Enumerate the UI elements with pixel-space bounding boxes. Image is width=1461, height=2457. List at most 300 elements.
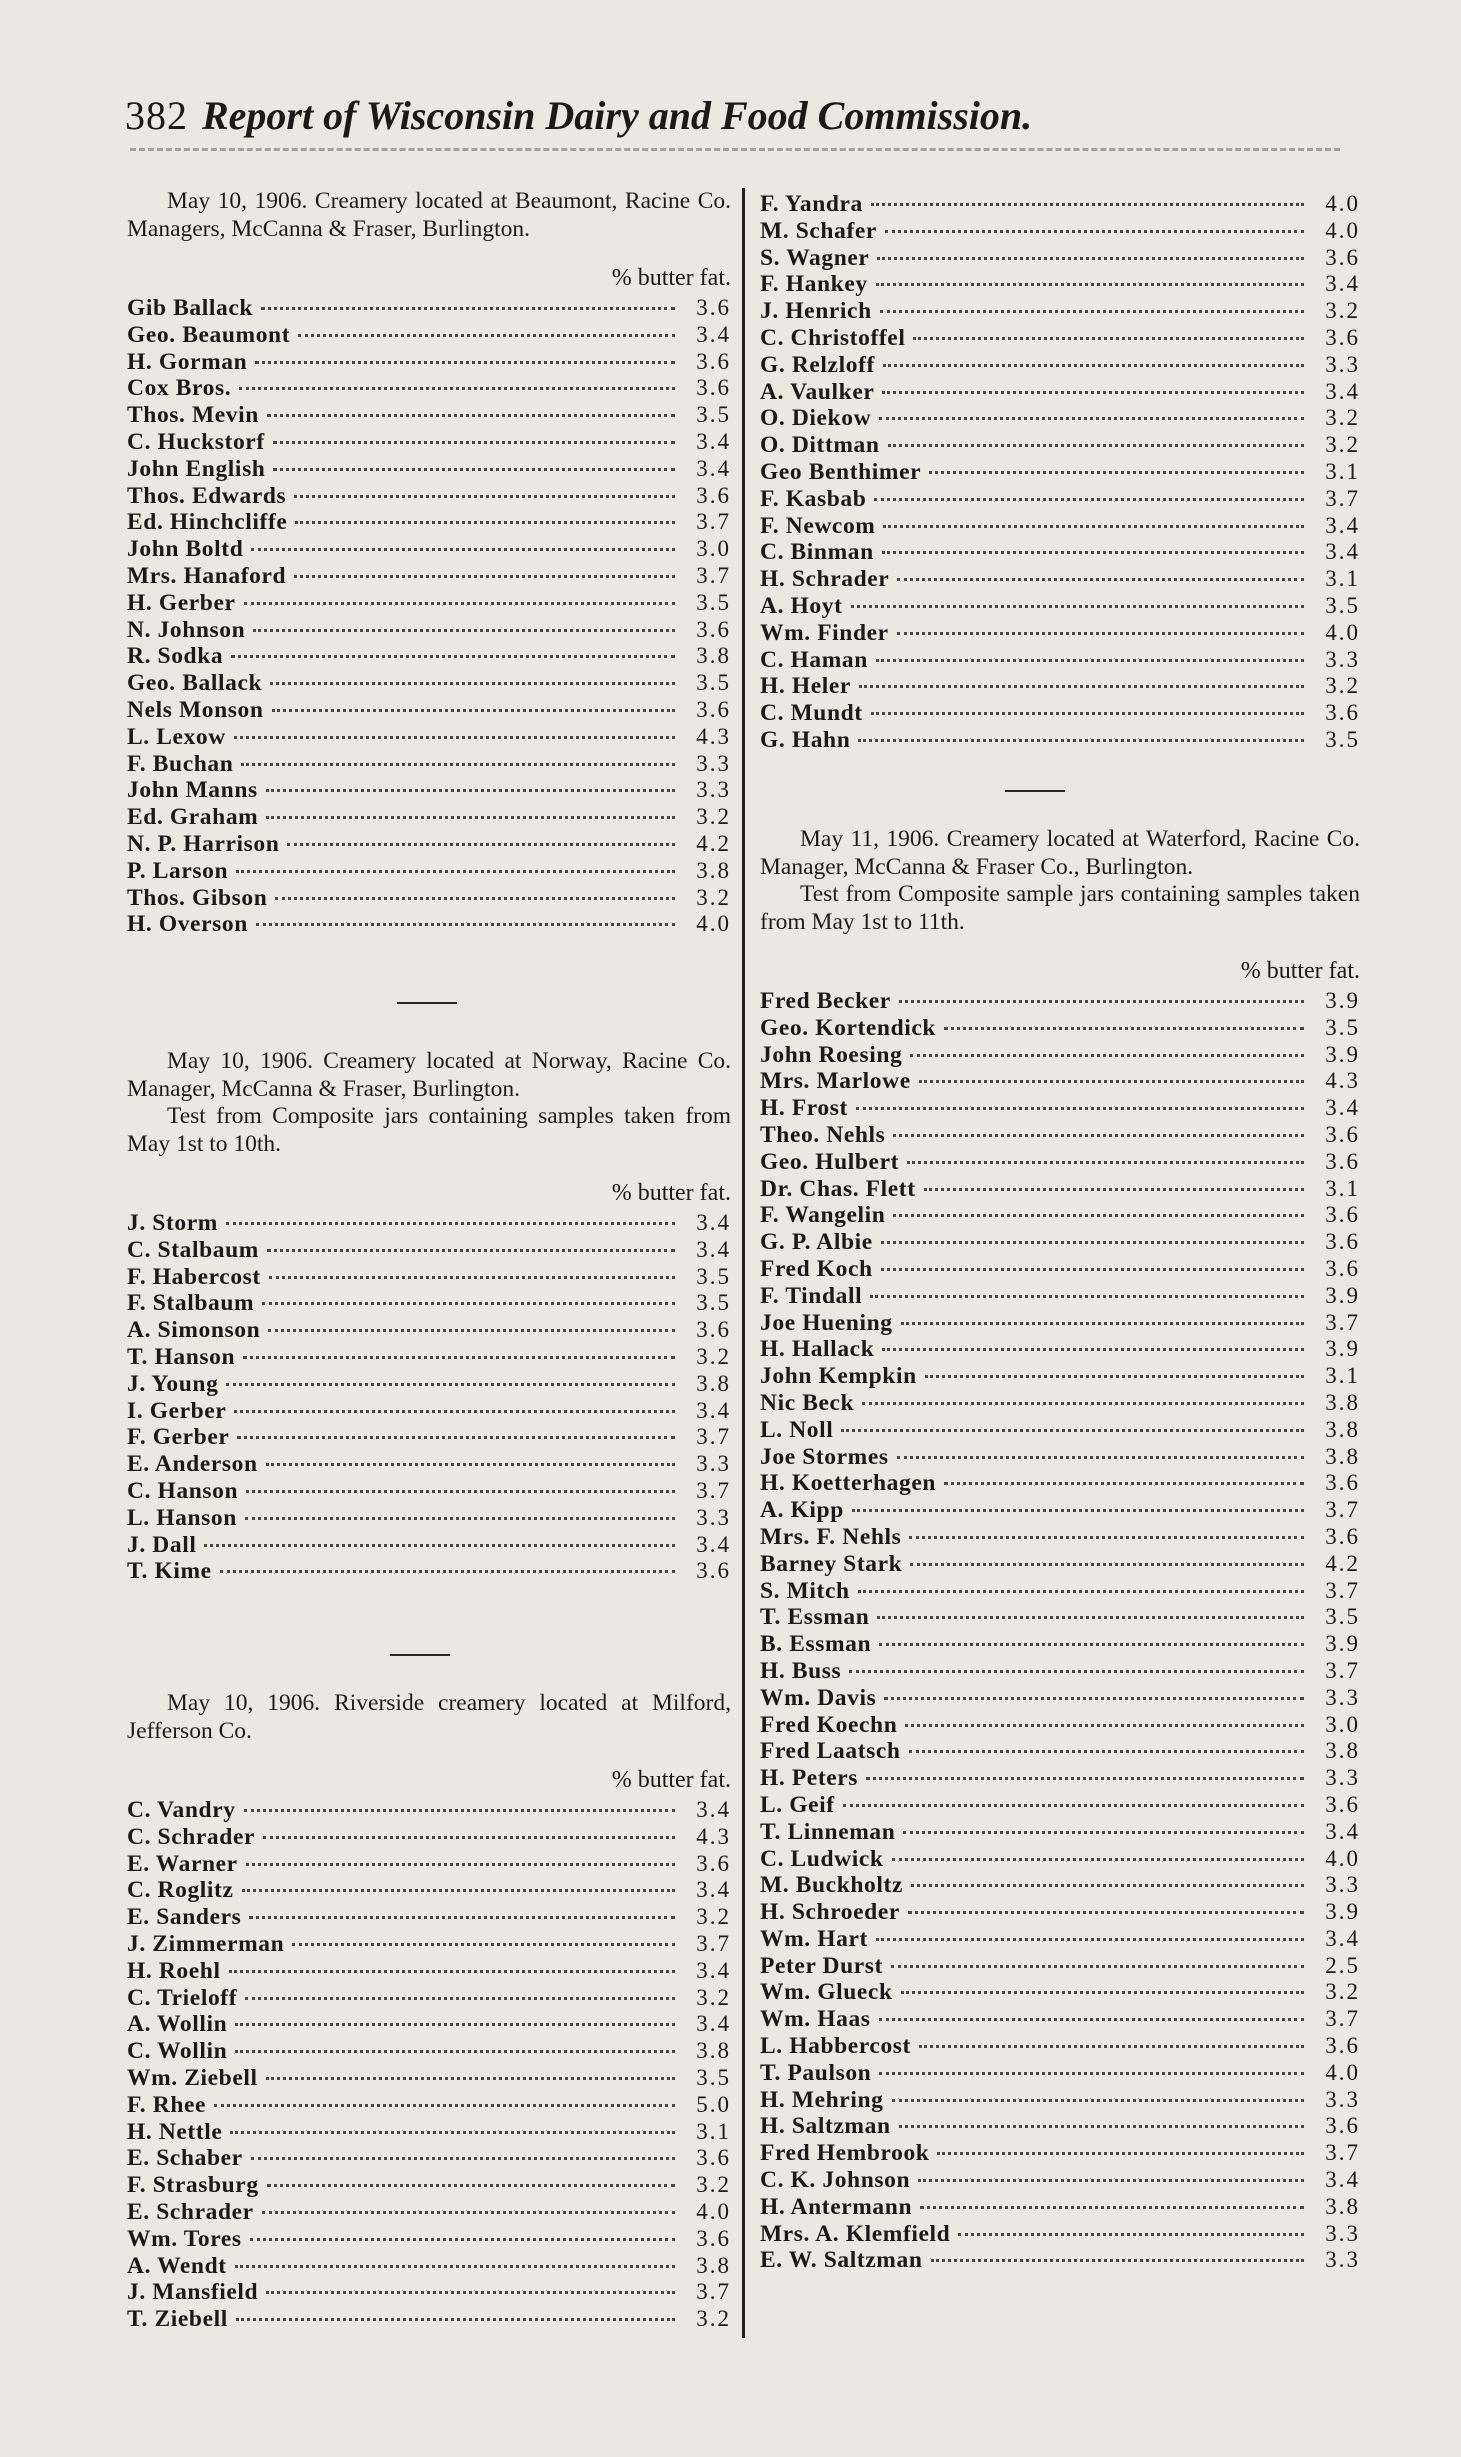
butter-fat-value: 3.4 [696, 1397, 731, 1423]
patron-name: H. Schroeder [760, 1899, 900, 1926]
patron-name: Ed. Graham [127, 804, 259, 831]
patron-name: Nic Beck [760, 1389, 855, 1416]
dot-leader [937, 2132, 1304, 2155]
dot-leader [892, 1838, 1304, 1861]
butter-fat-value: 3.6 [1325, 1470, 1360, 1496]
entries-list [127, 1794, 731, 2333]
dot-leader [876, 263, 1304, 286]
butter-fat-value: 3.5 [696, 2064, 731, 2090]
butter-fat-value: 3.8 [696, 857, 731, 883]
dot-leader [244, 1789, 675, 1812]
patron-name: L. Lexow [127, 723, 226, 750]
butter-fat-value: 3.7 [1325, 1577, 1360, 1603]
patron-name: E. Schaber [127, 2145, 243, 2172]
butter-fat-value: 3.7 [1325, 485, 1360, 511]
butter-fat-value: 3.4 [1325, 539, 1360, 565]
dot-leader [929, 451, 1304, 474]
patron-name: Wm. Davis [760, 1684, 877, 1711]
patron-name: T. Paulson [760, 2059, 872, 2086]
butter-fat-value: 4.0 [1325, 619, 1360, 645]
dot-leader [270, 662, 675, 685]
section-continued [760, 188, 1360, 751]
butter-fat-value: 3.3 [1325, 1872, 1360, 1898]
patron-name: E. W. Saltzman [760, 2247, 923, 2274]
table-row [127, 2303, 731, 2333]
butter-fat-value: 3.7 [1325, 2006, 1360, 2032]
dot-leader [262, 2191, 675, 2214]
patron-name: Mrs. Marlowe [760, 1068, 911, 1095]
dot-leader [262, 1282, 675, 1305]
patron-name: G. Hahn [760, 726, 851, 753]
dot-leader [858, 719, 1304, 742]
butter-fat-value: 3.4 [1325, 2167, 1360, 2193]
dot-leader [852, 1489, 1304, 1512]
patron-name: Wm. Haas [760, 2006, 871, 2033]
intro-paragraph: May 10, 1906. Creamery located at Beaumont, Racine Co. Managers, McCanna & Fraser, Burlington. [127, 188, 731, 242]
entries-list [760, 985, 1360, 2274]
butter-fat-value: 3.6 [1325, 1202, 1360, 1228]
butter-fat-value: 3.9 [1325, 1041, 1360, 1067]
butter-fat-value: 3.2 [696, 1904, 731, 1930]
patron-name: H. Antermann [760, 2193, 913, 2220]
dot-leader [268, 1309, 675, 1332]
dot-leader [246, 1470, 675, 1493]
butter-fat-value: 3.6 [1325, 700, 1360, 726]
dot-leader [236, 850, 675, 873]
patron-name: F. Buchan [127, 750, 234, 777]
dot-leader [862, 1382, 1304, 1405]
dot-leader [901, 1971, 1304, 1994]
dot-leader [231, 635, 675, 658]
dot-leader [204, 1524, 675, 1547]
section-intro [760, 826, 1360, 936]
patron-name: H. Frost [760, 1095, 848, 1122]
patron-name: John Roesing [760, 1041, 903, 1068]
butter-fat-value: 2.5 [1325, 1952, 1360, 1978]
patron-name: S. Mitch [760, 1577, 850, 1604]
patron-name: F. Gerber [127, 1424, 230, 1451]
butter-fat-value: 3.6 [1325, 1255, 1360, 1281]
patron-name: O. Diekow [760, 405, 872, 432]
dot-leader [244, 582, 676, 605]
patron-name: J. Dall [127, 1531, 197, 1558]
dot-leader [266, 769, 675, 792]
butter-fat-value: 3.4 [1325, 378, 1360, 404]
patron-name: F. Rhee [127, 2091, 207, 2118]
butter-fat-value: 3.7 [1325, 1657, 1360, 1683]
patron-name: Wm. Tores [127, 2225, 242, 2252]
entries-list [127, 292, 731, 938]
patron-name: F. Hankey [760, 271, 868, 298]
butter-fat-value: 3.7 [1325, 1497, 1360, 1523]
section-waterford [760, 826, 1360, 2274]
butter-fat-value: 3.8 [696, 2252, 731, 2278]
table-row [760, 724, 1360, 751]
butter-fat-value: 3.4 [1325, 271, 1360, 297]
dot-leader [910, 1034, 1304, 1057]
patron-name: Fred Koechn [760, 1711, 898, 1738]
dot-leader [905, 1704, 1304, 1727]
butter-fat-value: 3.2 [696, 884, 731, 910]
dot-leader [226, 1363, 675, 1386]
intro-paragraph: May 10, 1906. Riverside creamery located at Milford, Jefferson Co. [127, 1690, 731, 1744]
butter-fat-value: 3.3 [1325, 2220, 1360, 2246]
dot-leader [245, 1977, 675, 2000]
butter-fat-value: 3.8 [696, 2038, 731, 2064]
butter-fat-value: 3.4 [696, 1797, 731, 1822]
butter-fat-value: 3.4 [1325, 512, 1360, 538]
butter-fat-value: 4.3 [696, 723, 731, 749]
dot-leader [267, 394, 675, 417]
patron-name: Thos. Gibson [127, 884, 268, 911]
patron-name: Mrs. A. Klemfield [760, 2220, 951, 2247]
dot-leader [256, 903, 675, 926]
page-number: 382 [125, 93, 188, 138]
patron-name: Geo. Beaumont [127, 321, 291, 348]
patron-name: John Manns [127, 777, 258, 804]
dot-leader [255, 341, 675, 364]
patron-name: F. Tindall [760, 1282, 863, 1309]
dot-leader [267, 1229, 675, 1252]
patron-name: A. Wendt [127, 2252, 227, 2279]
dot-leader [273, 448, 675, 471]
dot-leader [294, 555, 675, 578]
butter-fat-value: 3.4 [696, 1236, 731, 1262]
butter-fat-value: 3.6 [696, 2225, 731, 2251]
dot-leader [918, 2159, 1304, 2182]
patron-name: Fred Laatsch [760, 1738, 901, 1765]
butter-fat-value: 4.0 [1325, 191, 1360, 216]
dot-leader [919, 2025, 1304, 2048]
patron-name: C. Roglitz [127, 1877, 234, 1904]
column-heading: % butter fat. [611, 1767, 731, 1793]
patron-name: E. Sanders [127, 1904, 242, 1931]
column-heading: % butter fat. [611, 1180, 731, 1206]
butter-fat-value: 3.1 [1325, 1363, 1360, 1389]
butter-fat-value: 3.2 [1325, 1979, 1360, 2005]
patron-name: H. Saltzman [760, 2113, 891, 2140]
butter-fat-value: 3.5 [696, 670, 731, 696]
butter-fat-value: 3.4 [696, 428, 731, 454]
dot-leader [944, 1007, 1304, 1030]
patron-name: Geo. Ballack [127, 670, 263, 697]
patron-name: O. Dittman [760, 432, 880, 459]
dot-leader [856, 1087, 1304, 1110]
patron-name: F. Strasburg [127, 2172, 259, 2199]
dot-leader [261, 287, 675, 310]
butter-fat-value: 3.5 [696, 1290, 731, 1316]
butter-fat-value: 3.4 [696, 1957, 731, 1983]
dot-leader [273, 421, 675, 444]
dot-leader [919, 1060, 1304, 1083]
dot-leader [251, 2137, 675, 2160]
patron-name: J. Storm [127, 1210, 218, 1236]
patron-name: C. Schrader [127, 1823, 256, 1850]
patron-name: Fred Becker [760, 988, 891, 1014]
dot-leader [882, 1328, 1304, 1351]
patron-name: E. Anderson [127, 1451, 258, 1478]
dot-leader [913, 317, 1304, 340]
butter-fat-value: 3.5 [1325, 1604, 1360, 1630]
section-separator [1005, 790, 1065, 792]
patron-name: John English [127, 455, 266, 482]
butter-fat-value: 3.5 [696, 589, 731, 615]
butter-fat-value: 5.0 [696, 2091, 731, 2117]
dot-leader [879, 2052, 1304, 2075]
dot-leader [275, 877, 675, 900]
butter-fat-value: 3.7 [696, 509, 731, 535]
dot-leader [888, 424, 1304, 447]
dot-leader [294, 475, 675, 498]
patron-name: S. Wagner [760, 244, 870, 271]
patron-name: H. Heler [760, 673, 851, 700]
patron-name: Wm. Hart [760, 1925, 868, 1952]
dot-leader [944, 1462, 1304, 1485]
butter-fat-value: 3.6 [696, 2145, 731, 2171]
dot-leader [866, 1757, 1304, 1780]
butter-fat-value: 3.6 [1325, 1121, 1360, 1147]
dot-leader [239, 367, 675, 390]
butter-fat-value: 3.7 [696, 2279, 731, 2305]
column-heading: % butter fat. [611, 265, 731, 291]
butter-fat-value: 4.2 [696, 830, 731, 856]
patron-name: R. Sodka [127, 643, 224, 670]
patron-name: H. Buss [760, 1657, 842, 1684]
butter-fat-value: 3.8 [1325, 1443, 1360, 1469]
dot-leader [266, 796, 675, 819]
dot-leader [876, 639, 1304, 662]
patron-name: F. Stalbaum [127, 1290, 255, 1317]
butter-fat-value: 3.3 [696, 777, 731, 803]
butter-fat-value: 3.1 [1325, 1175, 1360, 1201]
dot-leader [925, 1355, 1304, 1378]
patron-name: C. Stalbaum [127, 1236, 259, 1263]
patron-name: H. Gerber [127, 589, 236, 616]
dot-leader [920, 2186, 1304, 2209]
dot-leader [236, 2298, 675, 2321]
column-divider [742, 188, 745, 2338]
patron-name: F. Newcom [760, 512, 876, 539]
dot-leader [246, 1843, 675, 1866]
butter-fat-value: 3.6 [696, 1317, 731, 1343]
butter-fat-value: 3.3 [1325, 2086, 1360, 2112]
patron-name: L. Hanson [127, 1504, 237, 1531]
butter-fat-value: 3.3 [1325, 1684, 1360, 1710]
patron-name: L. Noll [760, 1416, 834, 1443]
butter-fat-value: 4.0 [696, 911, 731, 937]
butter-fat-value: 3.4 [1325, 1818, 1360, 1844]
patron-name: G. P. Albie [760, 1229, 873, 1256]
butter-fat-value: 3.3 [696, 1451, 731, 1477]
dot-leader [884, 1677, 1304, 1700]
intro-paragraph: May 10, 1906. Creamery located at Norway, Racine Co. Manager, McCanna & Fraser, Burlington. [127, 1048, 731, 1102]
butter-fat-value: 3.4 [696, 1531, 731, 1557]
header-rule [130, 148, 1340, 155]
patron-name: L. Geif [760, 1791, 835, 1818]
patron-name: Wm. Finder [760, 619, 889, 646]
patron-name: Nels Monson [127, 696, 264, 723]
butter-fat-value: 3.8 [1325, 2193, 1360, 2219]
butter-fat-value: 3.9 [1325, 1631, 1360, 1657]
dot-leader [879, 1623, 1304, 1646]
butter-fat-value: 3.9 [1325, 1282, 1360, 1308]
butter-fat-value: 3.5 [1325, 1014, 1360, 1040]
patron-name: H. Hallack [760, 1336, 875, 1363]
dot-leader [295, 501, 675, 524]
dot-leader [882, 531, 1304, 554]
patron-name: J. Young [127, 1370, 219, 1397]
butter-fat-value: 3.3 [1325, 351, 1360, 377]
butter-fat-value: 3.8 [1325, 1738, 1360, 1764]
patron-name: Geo Benthimer [760, 458, 922, 485]
dot-leader [909, 1730, 1304, 1753]
butter-fat-value: 3.4 [1325, 1095, 1360, 1121]
butter-fat-value: 3.6 [696, 1558, 731, 1584]
butter-fat-value: 3.6 [696, 295, 731, 320]
dot-leader [253, 609, 675, 632]
entries-list [760, 188, 1360, 751]
butter-fat-value: 3.2 [696, 1984, 731, 2010]
patron-name: Thos. Mevin [127, 402, 259, 429]
dot-leader [266, 1443, 675, 1466]
butter-fat-value: 3.6 [696, 348, 731, 374]
dot-leader [234, 716, 675, 739]
dot-leader [859, 665, 1304, 688]
dot-leader [214, 2084, 675, 2107]
dot-leader [931, 2239, 1305, 2262]
butter-fat-value: 3.7 [696, 1477, 731, 1503]
butter-fat-value: 3.2 [696, 2306, 731, 2332]
dot-leader [897, 612, 1304, 635]
dot-leader [881, 1248, 1304, 1271]
dot-leader [899, 2105, 1304, 2128]
intro-paragraph: May 11, 1906. Creamery located at Waterford, Racine Co. Manager, McCanna & Fraser Co., Burlington. [760, 826, 1360, 880]
butter-fat-value: 3.6 [1325, 324, 1360, 350]
dot-leader [871, 183, 1304, 206]
dot-leader [263, 1816, 675, 1839]
butter-fat-value: 3.5 [696, 1263, 731, 1289]
dot-leader [891, 1945, 1304, 1968]
dot-leader [292, 1923, 675, 1946]
dot-leader [893, 1114, 1304, 1137]
butter-fat-value: 3.0 [1325, 1711, 1360, 1737]
patron-name: Ed. Hinchcliffe [127, 509, 288, 536]
dot-leader [269, 1256, 675, 1279]
butter-fat-value: 3.7 [696, 562, 731, 588]
butter-fat-value: 3.2 [696, 2172, 731, 2198]
butter-fat-value: 3.6 [1325, 2033, 1360, 2059]
patron-name: H. Koetterhagen [760, 1470, 937, 1497]
butter-fat-value: 3.6 [1325, 2113, 1360, 2139]
patron-name: J. Zimmerman [127, 1930, 285, 1957]
section-intro [127, 188, 731, 243]
patron-name: C. Wollin [127, 2038, 228, 2065]
patron-name: H. Gorman [127, 348, 248, 375]
dot-leader [897, 558, 1304, 581]
patron-name: A. Vaulker [760, 378, 875, 405]
patron-name: C. Haman [760, 646, 868, 673]
butter-fat-value: 3.3 [1325, 1765, 1360, 1791]
butter-fat-value: 3.4 [696, 1210, 731, 1235]
patron-name: M. Buckholtz [760, 1872, 903, 1899]
dot-leader [911, 1864, 1304, 1887]
patron-name: Joe Huening [760, 1309, 893, 1336]
butter-fat-value: 3.4 [696, 2011, 731, 2037]
butter-fat-value: 4.2 [1325, 1550, 1360, 1576]
butter-fat-value: 3.9 [1325, 988, 1360, 1013]
patron-name: Joe Stormes [760, 1443, 889, 1470]
butter-fat-value: 3.2 [696, 804, 731, 830]
butter-fat-value: 3.5 [696, 402, 731, 428]
patron-name: C. Mundt [760, 700, 863, 727]
dot-leader [272, 689, 675, 712]
dot-leader [235, 2003, 675, 2026]
patron-name: C. Hanson [127, 1477, 239, 1504]
dot-leader [235, 2030, 675, 2053]
dot-leader [234, 1390, 675, 1413]
butter-fat-value: 3.0 [696, 536, 731, 562]
section-intro [127, 1048, 731, 1158]
patron-name: Mrs. F. Nehls [760, 1523, 902, 1550]
section-separator [390, 1654, 450, 1656]
dot-leader [226, 1202, 675, 1225]
dot-leader [229, 1950, 675, 1973]
patron-name: Cox Bros. [127, 375, 232, 402]
butter-fat-value: 3.6 [1325, 244, 1360, 270]
butter-fat-value: 3.8 [1325, 1389, 1360, 1415]
patron-name: J. Mansfield [127, 2279, 259, 2306]
patron-name: A. Wollin [127, 2011, 228, 2038]
dot-leader [235, 2245, 675, 2268]
butter-fat-value: 3.5 [1325, 726, 1360, 752]
dot-leader [907, 1141, 1304, 1164]
dot-leader [908, 1891, 1304, 1914]
dot-leader [242, 1869, 675, 1892]
patron-name: H. Nettle [127, 2118, 223, 2145]
patron-name: I. Gerber [127, 1397, 227, 1424]
butter-fat-value: 3.8 [1325, 1416, 1360, 1442]
patron-name: C. Huckstorf [127, 428, 265, 455]
patron-name: H. Roehl [127, 1957, 221, 1984]
patron-name: A. Simonson [127, 1317, 261, 1344]
column-heading: % butter fat. [1240, 958, 1360, 984]
section-intro [127, 1690, 731, 1745]
patron-name: J. Henrich [760, 298, 872, 325]
dot-leader [249, 1896, 675, 1919]
dot-leader [883, 344, 1304, 367]
butter-fat-value: 3.9 [1325, 1899, 1360, 1925]
butter-fat-value: 3.6 [1325, 1791, 1360, 1817]
dot-leader [230, 2111, 675, 2134]
patron-name: H. Peters [760, 1765, 859, 1792]
butter-fat-value: 4.3 [696, 1823, 731, 1849]
intro-paragraph: Test from Composite jars containing samples taken from May 1st to 10th. [127, 1103, 731, 1157]
butter-fat-value: 3.8 [696, 643, 731, 669]
patron-name: L. Habbercost [760, 2033, 911, 2060]
section-norway [127, 1048, 731, 1585]
patron-name: T. Kime [127, 1558, 212, 1585]
dot-leader [879, 1998, 1304, 2021]
patron-name: C. K. Johnson [760, 2167, 911, 2194]
butter-fat-value: 3.2 [696, 1343, 731, 1369]
dot-leader [266, 2271, 675, 2294]
patron-name: B. Essman [760, 1631, 872, 1658]
table-row [127, 1555, 731, 1585]
butter-fat-value: 3.1 [1325, 566, 1360, 592]
patron-name: A. Hoyt [760, 592, 843, 619]
patron-name: John Kempkin [760, 1363, 917, 1390]
butter-fat-value: 4.3 [1325, 1068, 1360, 1094]
